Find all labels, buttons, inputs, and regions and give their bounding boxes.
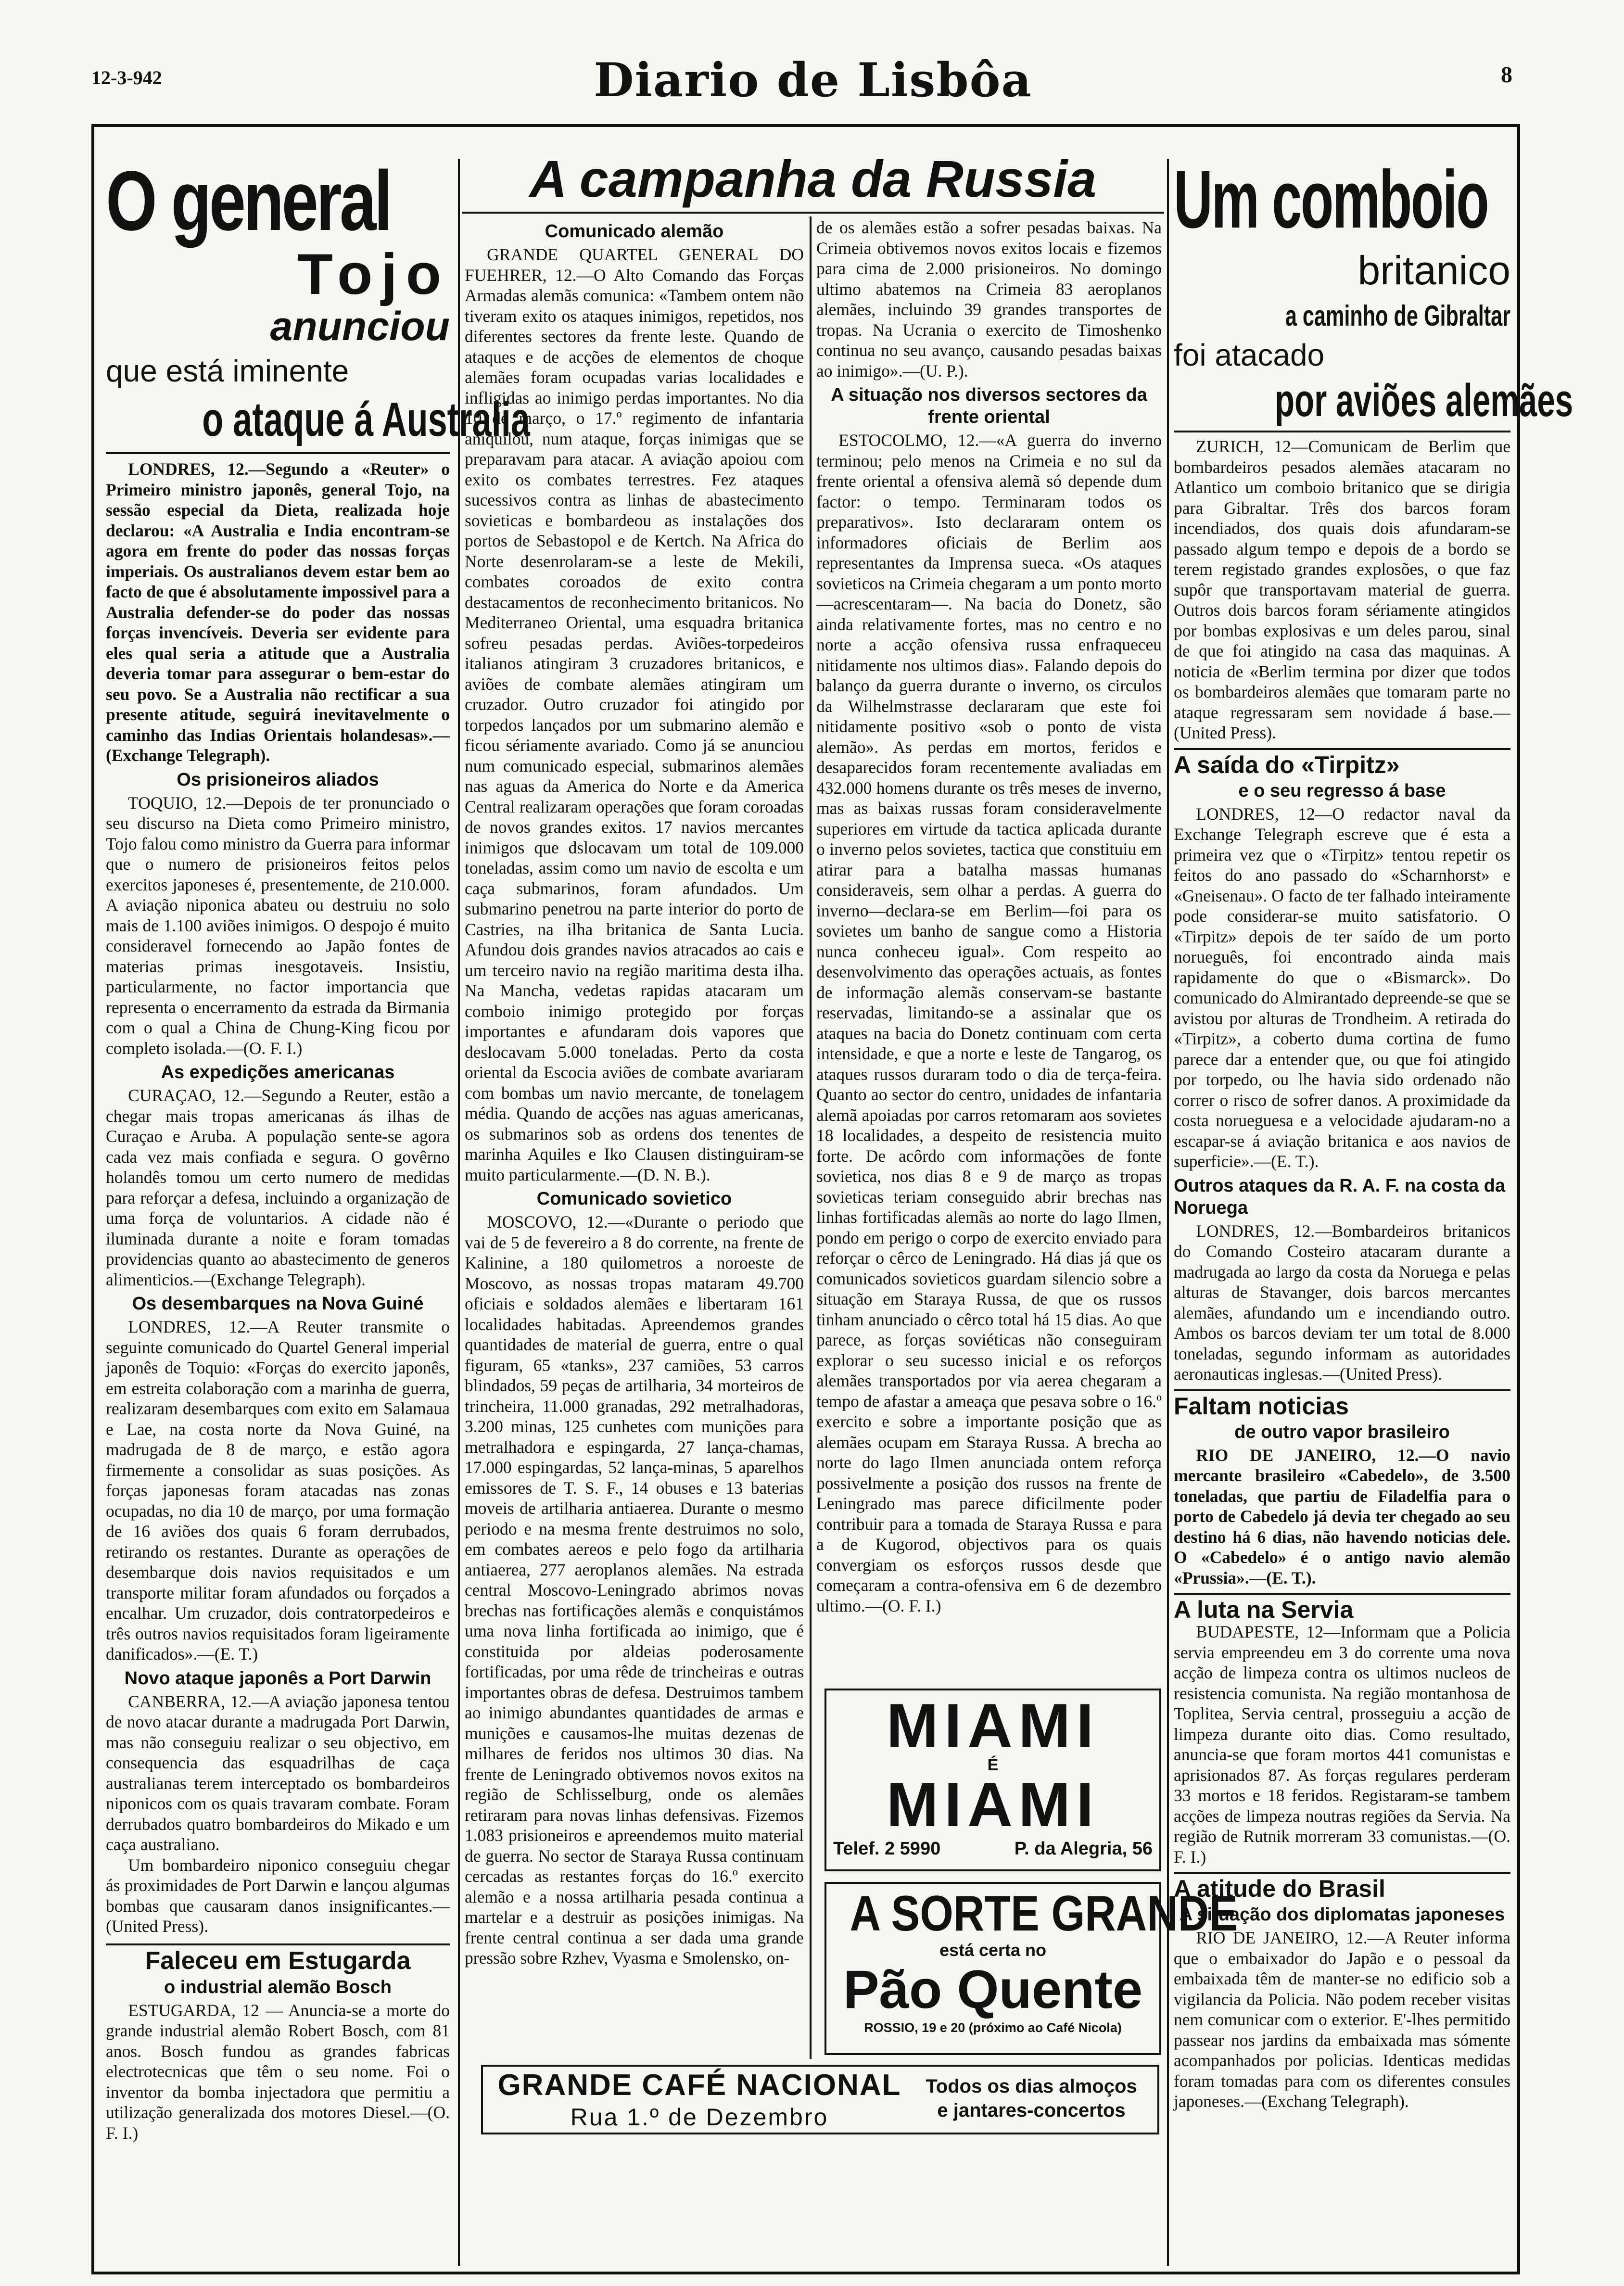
raf-body: LONDRES, 12.—Bombardeiros britanicos do Comando Costeiro atacaram durante a madrugada ao largo da costa da Noruega e pelas alturas de Stavanger, dois barcos mercantes alemães, afundando um e incendiando outro. Ambos os barcos deviam ter um total de 8.000 toneladas, segundo informam as autoridades aeronauticas inglesas.—(United Press). [1174,1221,1510,1384]
tojo-headline-1: O general [106,154,391,248]
faltam-subtitle: de outro vapor brasileiro [1234,1422,1450,1442]
faltam-title: Faltam noticias [1174,1392,1349,1420]
pao-quente-title: Pão Quente [843,1959,1143,2019]
paragraph-bombardeiro: Um bombardeiro niponico conseguiu chegar ás proximidades de Port Darwin e lançou algumas bombas que causaram danos insignificantes.—(United Press). [106,1855,450,1936]
miami-title-1: MIAMI [886,1690,1100,1761]
tirpitz-body: LONDRES, 12—O redactor naval da Exchange Telegraph escreve que é esta a primeira vez que o «Tirpitz» tentou repetir os feitos do ano passado do «Scharnhorst» e «Gneisenau». O facto de ter falhado inteiramente pode considerar-se muito satisfatorio. O «Tirpitz» depois de ter saído de um porto norueguês, foi encontrado ainda mais rapidamente do que o «Bismarck». Do comunicado do Almirantado depreende-se que se avistou por alturas de Trondheim. A retirada do «Tirpitz», a coberto duma cortina de fumo parece dar a entender que, ou que foi atingido por torpedo, ou lhe havia sido ordenado não correr o risco de sofrer danos. A proximidade da costa norueguesa e a velocidade ajudaram-no a escapar-se á aviação britanica e aos navios de superficie».—(E. T.). [1174,804,1510,1171]
obituary-subtitle: o industrial alemão Bosch [164,1977,392,1997]
cafe-nacional-name: GRANDE CAFÉ NACIONAL [497,2069,901,2102]
miami-address: P. da Alegria, 56 [1014,1839,1153,1859]
obituary-body: ESTUGARDA, 12 — Anuncia-se a morte do grande industrial alemão Robert Bosch, com 81 anos. Bosch fundou as grandes fabricas electrotecnicas que têm o seu nome. Foi o inventor da bomba injectadora que permitiu a utilização generalizada dos motores Diesel.—(O. F. I.) [106,2000,450,2143]
raf-title: Outros ataques da R. A. F. na costa da Noruega [1174,1175,1506,1218]
servia-title: A luta na Servia [1174,1596,1354,1623]
divider [1174,748,1510,750]
servia-body: BUDAPESTE, 12—Informam que a Policia servia empreendeu em 3 do corrente uma nova acção de limpeza contra os ultimos nucleos de resistencia comunista. Na região montanhosa de Toplitea, Servia central, prosseguiu a acção de limpeza durante oito dias. Como resultado, anuncia-se que foram mortos 441 comunistas e aprisionados 87. As forças regulares perderam 33 mortos e 18 feridos. Registaram-se tambem acções de limpeza noutras regiões da Servia. Na região de Rutnik morreram 33 comunistas.—(O. F. I.) [1174,1622,1510,1867]
column-rule-3 [1167,159,1169,2266]
russia-column-right [816,217,1162,1616]
divider [462,212,1164,214]
paragraph-canberra: CANBERRA, 12.—A aviação japonesa tentou de novo atacar durante a madrugada Port Darwin, mas não conseguiu realizar o seu objectivo, em consequencia das esquadrilhas de caça australianas terem interceptado os bombardeiros niponicos com os quais travaram combate. Foram derrubados quatro bombardeiros do Mikado e um caça australiano. [106,1691,450,1854]
divider [1174,1872,1510,1874]
divider [106,1943,450,1945]
paragraph-curacao: CURAÇAO, 12.—Segundo a Reuter, estão a chegar mais tropas americanas ás ilhas de Curaçao e Aruba. A população sente-se agora cada vez mais confiada e segura. O govêrno holandês tomou um certo numero de medidas para reforçar a defesa, incluindo a organização de uma força de voluntarios. A cidade não é iluminada durante a noite e foram tomadas providencias quanto ao abastecimento de generos alimenticios.—(Exchange Telegraph). [106,1086,450,1289]
miami-e: É [987,1756,999,1774]
miami-ad [825,1689,1161,1871]
subhead-diversos-sectores: A situação nos diversos sectores da frente oriental [831,385,1147,427]
cafe-nacional-address: Rua 1.º de Dezembro [570,2104,829,2131]
comboio-headline-3: a caminho de Gibraltar [1285,300,1510,332]
comboio-headline-2: britanico [1358,248,1510,293]
cafe-nacional-line-1: Todos os dias almoços [926,2076,1137,2097]
faltam-body: RIO DE JANEIRO, 12.—O navio mercante brasileiro «Cabedelo», de 3.500 toneladas, que partiu de Filadelfia para o porto de Cabedelo já devia ter chegado ao seu destino há 6 dias, não havendo noticias dele. O «Cabedelo» é o antigo navio alemão «Prussia».—(E. T.). [1174,1445,1510,1588]
subhead-expedicoes: As expedições americanas [161,1062,395,1082]
column-rule-2 [810,216,812,2059]
russia-headline: A campanha da Russia [529,150,1097,208]
divider [1174,1593,1510,1595]
cafe-nacional-line-2: e jantares-concertos [937,2100,1126,2121]
tojo-lead: LONDRES, 12.—Segundo a «Reuter» o Primeiro ministro japonês, general Tojo, na sessão especial da Dieta, realizada hoje declarou: «A Australia e India encontram-se agora em frente do poder das nossas forças imperiais. Os australianos devem estar bem ao facto de que é absolutamente impossivel para a Australia defender-se do poder das nossas forças invencíveis. Deveria ser evidente para eles qual seria a atitude que a Australia deveria tomar para assegurar o bem-estar do seu povo. Se a Australia não rectificar a sua presente atitude, seguirá inevitavelmente o caminho das Indias Orientais holandesas».—(Exchange Telegraph). [106,459,450,765]
page-number: 8 [1501,62,1512,88]
issue-date: 12-3-942 [91,67,162,89]
miami-title-2: MIAMI [886,1769,1100,1840]
sovietico-continuation: de os alemães estão a sofrer pesadas baixas. Na Crimeia obtivemos novos exitos locais e fizemos para cima de 2.000 prisioneiros. No domingo ultimo abatemos na Crimeia 83 aeroplanos alemães, incluindo 39 grandes transportes de tropas. Na Ucrania o exercito de Timoshenko continua no seu avanço, causando pesadas baixas ao inimigo».—(U. P.). [816,218,1162,381]
obituary-title: Faleceu em Estugarda [145,1946,411,1975]
zurich-body: ZURICH, 12—Comunicam de Berlim que bombardeiros pesados alemães atacaram no Atlantico um comboio britanico que se dirigia para Gibraltar. Três dos barcos foram incendiados, dos quais dois afundaram-se passado algum tempo e depois de a bordo se terem registado grandes explosões, o que faz supôr que transportavam material de guerra. Outros dois barcos foram sériamente atingidos por bombas explosivas e um deles parou, sinal de que foi atingido na casa das maquinas. A noticia de «Berlim termina por dizer que todos os bombardeiros alemães que tomaram parte no ataque regressaram sem novidade á base.—(United Press). [1174,437,1510,742]
tojo-headline-3: anunciou [270,304,450,349]
tirpitz-title: A saída do «Tirpitz» [1174,751,1400,778]
subhead-comunicado-alemao: Comunicado alemão [545,221,724,241]
sorte-grande-title: A SORTE GRANDE [850,1886,1238,1942]
subhead-comunicado-sovietico: Comunicado sovietico [536,1189,732,1209]
tojo-article [106,154,530,2143]
brasil-body: RIO DE JANEIRO, 12.—A Reuter informa que o embaixador do Japão e o pessoal da embaixada têm de manter-se no edificio sob a vigilancia da Policia. Não podem receber visitas nem comunicar com o exterior. E'-lhes permitido passear nos jardins da embaixada mas sómente acompanhados por policias. Identicas medidas foram tomadas para com os diferentes consules japoneses.—(Exchang Telegraph). [1174,1928,1510,2111]
brasil-subtitle: A situação dos diplomatas japoneses [1179,1905,1505,1925]
comboio-headline-1: Um comboio [1174,154,1488,245]
sorte-grande-ad [825,1882,1238,2055]
column-rule-1 [458,159,460,2266]
estocolmo-body: ESTOCOLMO, 12.—«A guerra do inverno terminou; pelo menos na Crimeia e no sul da frente oriental a ofensiva alemã só depende dum factor: o tempo. Terminaram todos os preparativos». Isto declararam ontem os informadores oficiais de Berlim aos representantes da Imprensa sueca. «Os ataques sovieticos na Crimeia chegaram a um ponto morto—acrescentaram—. Na bacia do Donetz, são ainda relativamente fortes, mas no centro e no norte a acção ofensiva russa enfraqueceu nitidamente nos ultimos dias». Falando depois do balanço da guerra durante o inverno, os circulos da Wilhelmstrasse declararam que este foi nitidamente positivo «sob o ponto de vista alemão». As perdas em mortos, feridos e desaparecidos foram recentemente avaliadas em 432.000 homens durante os três meses de inverno, mas as baixas russas foram consideravelmente superiores em virtude da tactica aplicada durante o inverno pelos sovietes, tactica que constituiu em atirar para a batalha massas humanas consideraveis, sem olhar a perdas. A guerra do inverno—declara-se em Berlim—foi para os sovietes um banho de sangue como a Historia nunca conheceu igual». Com respeito ao desenvolvimento das operações actuais, as fontes de informação alemãs conservam-se bastante reservadas, limitando-se a assinalar que os ataques na bacia do Donetz continuam com certa intensidade, e que a norte e leste de Tangarog, os ataques russos duraram todo o dia de terça-feira. Quanto ao sector do centro, unidades de infantaria alemã apoiadas por carros retomaram aos sovietes 18 localidades, a despeito de resistencia muito forte. De acôrdo com informações de fonte sovietica, nos dias 8 e 9 de março as tropas sovieticas teriam conseguido abrir brechas nas linhas fortificadas alemãs ao norte do lago Ilmen, pondo em perigo o corpo de exercito enviado para reforçar o cêrco de Leningrado. Há dias já que os comunicados sovieticos guardam silencio sobre a situação em Staraya Russa, de que os russos tinham anunciado o cêrco total há 15 dias. Ao que parece, as forças soviéticas não conseguiram explorar o seu sucesso inicial e os reforços alemães transportados por via aerea chegaram a tempo de afastar a ameaça que pesava sobre o 16.º exercito e sobre a importante posição que as alemães ocupam em Staraya Russa. A brecha ao norte do lago Ilmen anunciada ontem reforça possivelmente a posição dos russos na frente de Leningrado mas parece dificilmente poder contribuir para a tomada de Staraya Russa e para a de Kugorod, objectivos para os quais convergiam os esforços russos desde que começaram a contra-ofensiva em 6 de dezembro ultimo.—(O. F. I.) [816,431,1162,1615]
tojo-headline-4: que está iminente [106,354,349,388]
russia-column-left [465,217,804,1968]
newspaper-title: Diario de Lisbôa [594,53,1032,107]
divider [106,452,450,454]
divider [1174,1389,1510,1391]
cafe-nacional-ad [481,2065,1159,2134]
comunicado-sovietico-body: MOSCOVO, 12.—«Durante o periodo que vai de 5 de fevereiro a 8 do corrente, na frente de Kalinine, a 180 quilometros a noroeste de Moscovo, as nossas tropas mataram 49.700 oficiais e soldados alemães e libertaram 161 localidades habitadas. Apreendemos grandes quantidades de material de guerra, entre o qual figuram, 65 «tanks», 237 camiões, 53 carros blindados, 59 peças de artilharia, 34 morteiros de trincheira, 11.000 granadas, 292 metralhadoras, 3.200 minas, 125 cunhetes com munições para metralhadora e espingarda, 27 lança-chamas, 17.000 espingardas, 52 lança-minas, 5 aparelhos emissores de T. S. F., 14 obuses e 13 baterias moveis de artilharia antiaerea. Durante o mesmo periodo e na mesma frente destruimos no solo, em combates aereos e pelo fogo da artilharia antiaerea, 277 aeroplanos alemães. Na estrada central Moscovo-Leningrado abrimos novas brechas nas fortificações alemãs e conquistámos uma nova linha fortificada ao inimigo, que é constituida por aldeias poderosamente fortificadas, por uma rêde de trincheiras e outras importantes obras de defesa. Destruimos tambem ao inimigo abundantes quantidades de armas e munições e causamos-lhe muitas dezenas de milhares de feridos nos ultimos 30 dias. Na frente de Leningrado obtivemos novos exitos na região de Schlisselburg, onde os alemães retiraram para novas linhas defensivas. Fizemos 1.083 prisioneiros e apreendemos muito material de guerra. No sector de Staraya Russa continuam cercadas as restantes forças do 16.º exercito alemão e a nossa artilharia pesada continua a martelar e a destruir as posições inimigas. Na frente central continua a ser dada uma grande pressão sobre Rzhev, Vyasma e Smolensko, on- [465,1212,804,1968]
sorte-grande-certa: está certa no [939,1940,1047,1960]
comboio-headline-4: foi atacado [1174,338,1325,372]
miami-phone: Telef. 2 5990 [833,1839,941,1859]
paragraph-toquio: TOQUIO, 12.—Depois de ter pronunciado o seu discurso na Dieta como Primeiro ministro, Tojo falou como ministro da Guerra para informar que o numero de prisioneiros feitos pelos exercitos japoneses é, presentemente, de 210.000. A aviação niponica abateu ou destruiu no solo mais de 1.100 aviões inimigos. O despojo é muito consideravel fornecendo ao Japão fontes de materias primas inesgotaveis. Insistiu, particularmente, no factor importancia que representa o encerramento da estrada da Birmania com o qual a China de Chung-King ficou por completo isolada.—(O. F. I.) [106,793,450,1058]
subhead-nova-guine: Os desembarques na Nova Guiné [132,1294,424,1314]
comboio-article [1174,154,1573,2112]
divider [1174,431,1510,432]
comunicado-alemao-body: GRANDE QUARTEL GENERAL DO FUEHRER, 12.—O Alto Comando das Forças Armadas alemãs comunica: «Tambem ontem não tiveram exito os ataques inimigos, repetidos, nos diferentes sectores da frente leste. Quando de ataques e de acções de elementos de choque alemães foram ocupadas varias localidades e infligidas ao inimigo perdas importantes. No dia 10 de março, o 17.º regimento de infantaria aniquilou, num ataque, forças inimigas que se preparavam para atacar. A aviação apoiou com exito os combates terrestres. Fez ataques sucessivos contra as linhas de abastecimento sovieticas e bombardeou as instalações dos portos de Sebastopol e de Kertch. Na Africa do Norte desenrolaram-se a leste de Mekili, combates coroados de exito contra destacamentos de reconhecimento britanicos. No Mediterraneo Oriental, uma esquadra britanica sofreu pesadas perdas. Aviões-torpedeiros italianos atingiram 3 cruzadores britanicos, e aviões de combate alemães atingiram um cruzador. Outro cruzador foi atingido por torpedos lançados por um submarino alemão e ficou sériamente avariado. Como já se anunciou num comunicado especial, submarinos alemães nas aguas da America do Norte e da America Central realizaram operações que foram coroadas de novos grandes exitos. 17 navios mercantes inimigos que dslocavam um total de 109.000 toneladas, assim como um navio de escolta e um caça submarinos, foram afundados. Um submarino penetrou na parte interior do porto de Castries, na ilha britanica de Santa Lucia. Afundou dois grandes navios atracados ao cais e um terceiro navio na região maritima desta ilha. Na Mancha, vedetas rapidas atacaram um comboio inimigo protegido por forças importantes e afundaram dois vapores que deslocavam 5.000 toneladas. Perto da costa oriental da Escocia aviões de combate avariaram com bombas um navio mercante, de tonelagem média. Quando de acções nas aguas americanas, os submarinos sob as ordens dos tenentes de marinha Aquiles e Iko Clausen distinguiram-se muito particularmente.—(D. N. B.). [465,245,804,1184]
tirpitz-subtitle: e o seu regresso á base [1238,780,1446,801]
brasil-title: A atitude do Brasil [1174,1875,1385,1902]
tojo-headline-2: Tojo [297,242,450,306]
pao-quente-address: ROSSIO, 19 e 20 (próximo ao Café Nicola) [864,2020,1122,2035]
subhead-port-darwin: Novo ataque japonês a Port Darwin [124,1668,431,1689]
comboio-headline-5: por aviões alemães [1275,375,1573,426]
paragraph-nova-guine: LONDRES, 12.—A Reuter transmite o seguinte comunicado do Quartel General imperial japonês de Toquio: «Forças do exercito japonês, em estreita colaboração com a marinha de guerra, realizaram desembarques com exito em Salamaua e Lae, na costa norte da Nova Guiné, na madrugada de 8 de março, e estão agora firmemente a consolidar as suas posições. As forças japonesas foram atacadas nas zonas ocupadas, no dia 10 de março, por uma formação de 16 aviões dos quais 6 foram derrubados, retirando os restantes. Durante as operações de desembarque dois navios requisitados e um transporte militar foram afundados ou forçados a encalhar. Um cruzador, dois contratorpedeiros e três outros navios requisitados foram ligeiramente danificados».—(E. T.) [106,1317,450,1664]
tojo-headline-5: o ataque á Australia [202,393,530,446]
subhead-prisioneiros: Os prisioneiros aliados [177,769,379,790]
